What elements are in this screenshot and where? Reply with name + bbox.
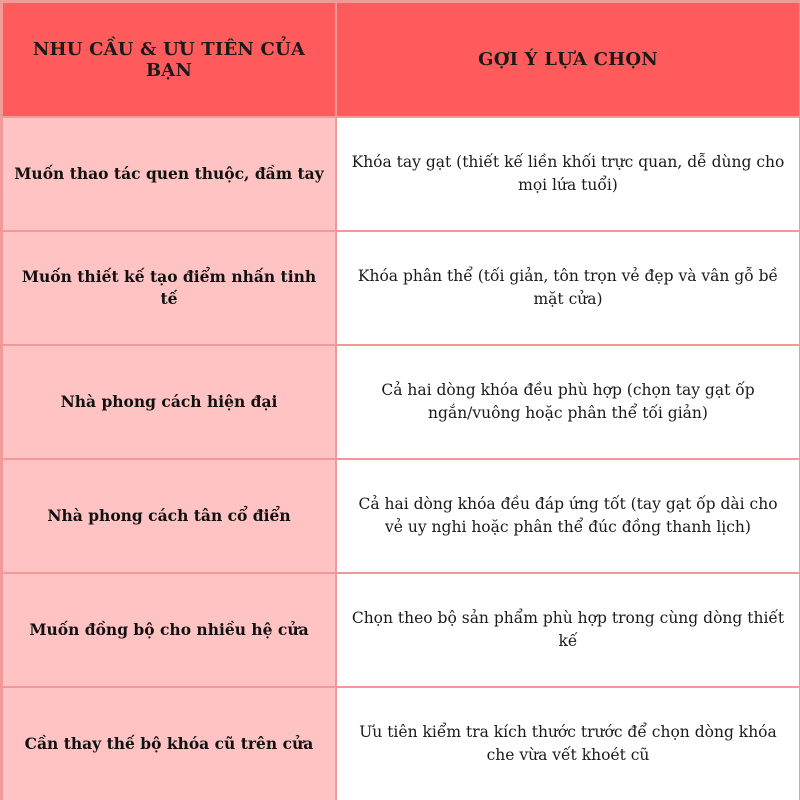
- table-row: [3, 346, 799, 458]
- need-cell: Muốn thiết kế tạo điểm nhấn tinh tế: [3, 232, 335, 344]
- table-row: [3, 574, 799, 686]
- table-row: [3, 460, 799, 572]
- table-row: [3, 232, 799, 344]
- need-cell: Nhà phong cách hiện đại: [3, 346, 335, 458]
- table-header-row: [3, 3, 799, 116]
- table-row: [3, 688, 799, 800]
- table-row: [3, 118, 799, 230]
- suggestion-cell: Khóa phân thể (tối giản, tôn trọn vẻ đẹp và vân gỗ bề mặt cửa): [337, 232, 799, 344]
- need-cell: Nhà phong cách tân cổ điển: [3, 460, 335, 572]
- lock-selection-guide-table: [1, 1, 800, 800]
- header-suggested-choice: GỢI Ý LỰA CHỌN: [337, 3, 799, 116]
- suggestion-cell: Chọn theo bộ sản phẩm phù hợp trong cùng dòng thiết kế: [337, 574, 799, 686]
- suggestion-cell: Khóa tay gạt (thiết kế liền khối trực quan, dễ dùng cho mọi lứa tuổi): [337, 118, 799, 230]
- need-cell: Muốn thao tác quen thuộc, đầm tay: [3, 118, 335, 230]
- need-cell: Cần thay thế bộ khóa cũ trên cửa: [3, 688, 335, 800]
- need-cell: Muốn đồng bộ cho nhiều hệ cửa: [3, 574, 335, 686]
- header-needs-priorities: NHU CẦU & ƯU TIÊN CỦA BẠN: [3, 3, 335, 116]
- suggestion-cell: Cả hai dòng khóa đều đáp ứng tốt (tay gạt ốp dài cho vẻ uy nghi hoặc phân thể đúc đồng thanh lịch): [337, 460, 799, 572]
- suggestion-cell: Ưu tiên kiểm tra kích thước trước để chọn dòng khóa che vừa vết khoét cũ: [337, 688, 799, 800]
- suggestion-cell: Cả hai dòng khóa đều phù hợp (chọn tay gạt ốp ngắn/vuông hoặc phân thể tối giản): [337, 346, 799, 458]
